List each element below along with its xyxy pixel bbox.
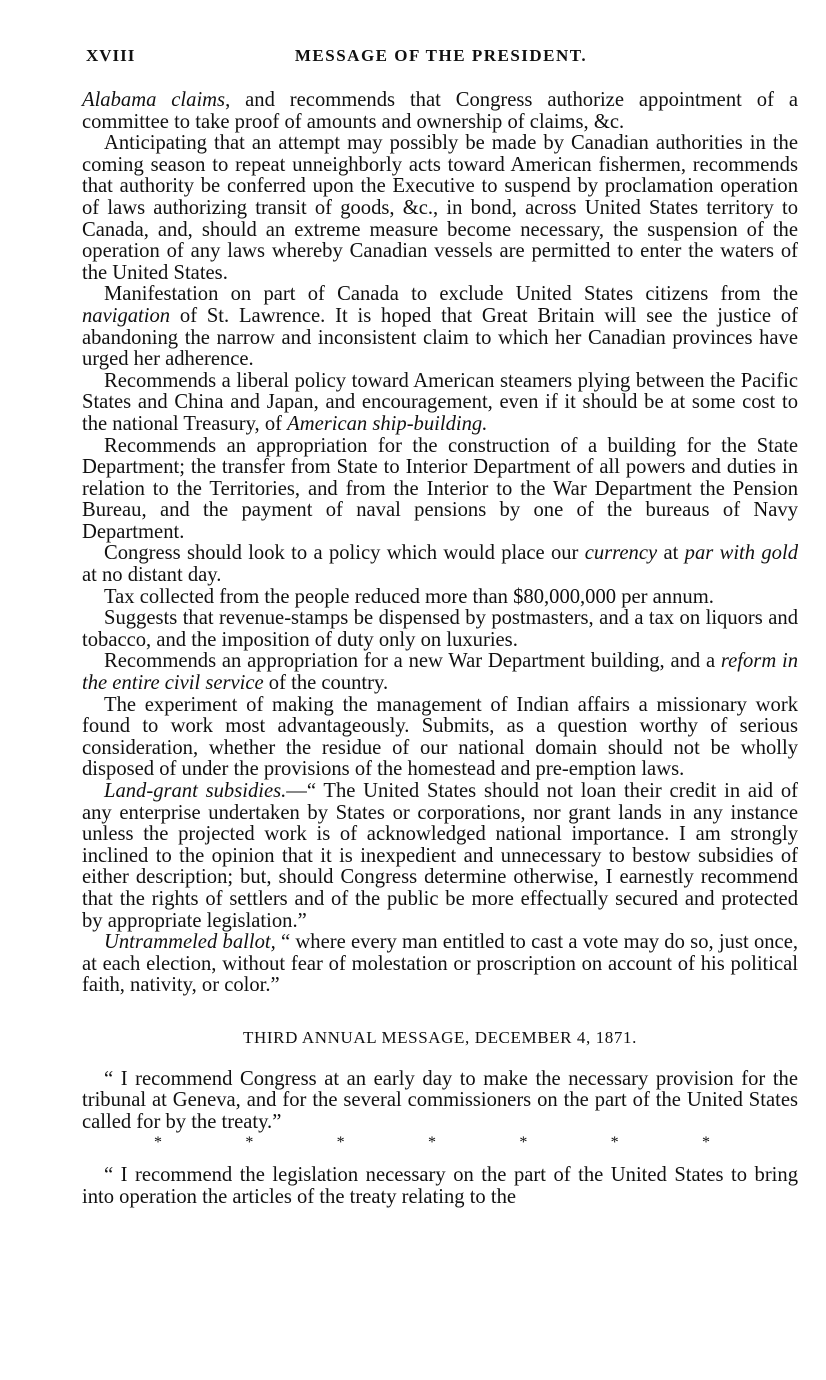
italic-phrase: navigation <box>82 304 171 327</box>
asterisk: * <box>610 1134 619 1152</box>
asterisk: * <box>427 1134 436 1152</box>
text-run: Tax collected from the people reduced more than $80,000,000 per annum. <box>104 585 714 608</box>
italic-phrase: reform in the entire civil service <box>82 650 798 695</box>
text-run: at no distant day. <box>82 564 222 587</box>
text-run: Recommends an appropriation for the construction of a building for the State Department; the transfer from State to Interior Department of all powers and duties in relation to the Territories, and from the Interior to the War Department the Pension Bureau, and the payment of naval pensions by one of the bureaus of Navy Department. <box>82 434 798 543</box>
asterisk: * <box>245 1134 254 1152</box>
body-paragraph <box>82 587 798 609</box>
text-run: , and recommends that Congress authorize appointment of a committee to take proof of amounts and ownership of claims, &c. <box>82 89 798 133</box>
italic-phrase: American ship-building. <box>287 412 488 435</box>
body-paragraph <box>82 436 798 544</box>
body-paragraph <box>82 90 798 133</box>
text-run: Suggests that revenue-stamps be dispensed by postmasters, and a tax on liquors and tobacco, and the imposition of duty only on luxuries. <box>82 607 798 651</box>
text-run: Congress should look to a policy which would place our <box>104 542 585 565</box>
page-number: XVIII <box>86 46 136 65</box>
running-title: MESSAGE OF THE PRESIDENT. <box>294 46 588 65</box>
asterisk: * <box>701 1134 710 1152</box>
body-paragraph <box>82 543 798 586</box>
italic-phrase: Untrammeled ballot, <box>104 931 276 954</box>
text-run: —“ The United States should not loan their credit in aid of any enterprise undertaken by States or corporations, nor grant lands in any instance unless the projected work is of acknowledged national importance. I am strongly inclined to the opinion that it is inexpedient and unnecessary to bestow subsidies of either description; but, should Congress determine otherwise, I earnestly recommend that the rights of settlers and of the public be more effectually secured and protected by appropriate legislation.” <box>82 780 798 932</box>
asterisk: * <box>154 1134 162 1152</box>
text-run: The experiment of making the management of Indian affairs a missionary work found to work most advantageously. Submits, as a question worthy of serious consideration, whether the residue of our national domain should not be wholly disposed of under the provisions of the homestead and pre-emption laws. <box>82 693 798 781</box>
text-run: of the country. <box>263 672 389 695</box>
text-run: Recommends a liberal policy toward American steamers plying between the Pacific States and China and Japan, and encouragement, even if it should be at some cost to the national Treasury, of <box>82 369 798 435</box>
body-paragraph <box>82 695 798 781</box>
body-paragraph <box>82 781 798 932</box>
asterisk: * <box>336 1134 345 1152</box>
italic-phrase: currency <box>584 542 658 565</box>
text-run: Manifestation on part of Canada to exclude United States citizens from the <box>104 283 798 306</box>
italic-phrase: Land-grant subsidies. <box>104 780 287 802</box>
italic-phrase: Alabama claims <box>82 89 226 111</box>
body-paragraph <box>82 608 798 651</box>
italic-phrase: par with gold <box>684 542 798 565</box>
body-paragraph <box>82 284 798 370</box>
text-run: “ where every man entitled to cast a vote may do so, just once, at each election, without fear of molestation or proscription on account of his political faith, nativity, or color.” <box>82 931 798 997</box>
text-run: of St. Lawrence. It is hoped that Great Britain will see the justice of abandoning the narrow and inconsistent claim to which her Canadian provinces have urged her adherence. <box>82 304 798 371</box>
asterisk: * <box>519 1134 528 1152</box>
quote-paragraph: “ I recommend the legislation necessary on the part of the United States to bring into operation the articles of the treaty relating to the <box>82 1164 798 1208</box>
page-body <box>82 90 798 1209</box>
text-run: Anticipating that an attempt may possibly be made by Canadian authorities in the coming season to repeat unneighborly acts toward American fishermen, recommends that authority be conferred upon the Executive to suspend by proclamation operation of laws authorizing transit of goods, &c., in bond, across United States territory to Canada, and, should an extreme measure become necessary, the suspension of the operation of any laws whereby Canadian vessels are permitted to enter the waters of the United States. <box>82 132 798 284</box>
page-header <box>86 46 796 70</box>
summary-paragraphs <box>82 90 798 997</box>
body-paragraph <box>82 651 798 694</box>
quote-paragraph: “ I recommend Congress at an early day to make the necessary provision for the tribunal at Geneva, and for the several commissioners on the part of the United States called for by the treaty.” <box>82 1067 798 1133</box>
body-paragraph <box>82 371 798 436</box>
body-paragraph <box>82 133 798 284</box>
ellipsis-asterisks <box>82 1135 798 1151</box>
text-run: Recommends an appropriation for a new War Department building, and a <box>104 650 721 673</box>
body-paragraph <box>82 932 798 997</box>
text-run: at <box>657 542 685 565</box>
section-heading: THIRD ANNUAL MESSAGE, DECEMBER 4, 1871. <box>243 1027 637 1047</box>
